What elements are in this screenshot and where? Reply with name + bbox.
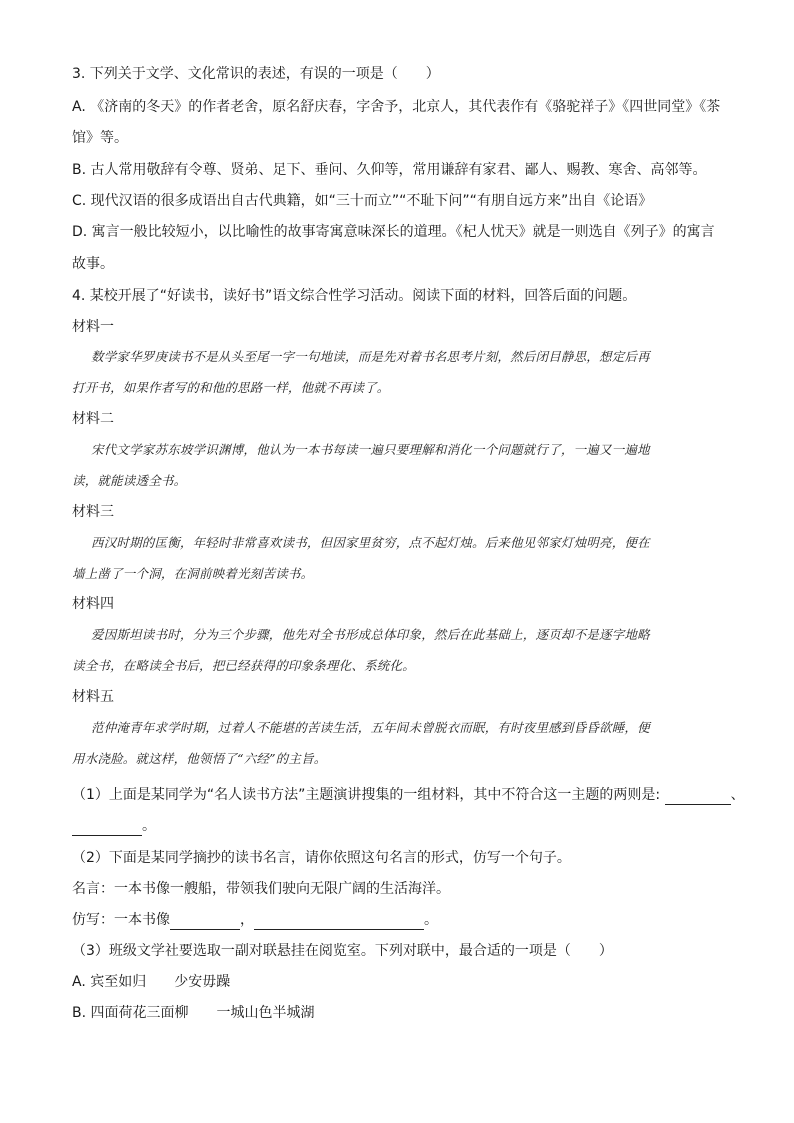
sub-question-1: [72, 785, 745, 805]
material-text: 范仲淹青年求学时期，过着人不能堪的苦读生活，五年间未曾脱衣而眠，有时夜里感到昏昏欲睡，便: [91, 720, 650, 735]
answer-blank[interactable]: [665, 790, 731, 805]
sub-question-3-text: （3）班级文学社要选取一副对联悬挂在阅览室。下列对联中，最合适的一项是（ ）: [72, 943, 613, 959]
material-text: 数学家华罗庚读书不是从头至尾一字一句地读，而是先对着书名思考片刻，然后闭目静思，想定后再: [91, 349, 650, 364]
couplet-option-a: A. 宾至如归 少安毋躁: [72, 974, 231, 990]
q3-option-d-line1: D. 寓言一般比较短小，以比喻性的故事寄寓意味深长的道理。《杞人忧天》就是一则选自《列子》的寓言: [72, 224, 715, 240]
material-text: 读全书，在略读全书后，把已经获得的印象条理化、系统化。: [72, 658, 415, 673]
blank-separator: 、: [730, 787, 745, 803]
answer-blank[interactable]: [170, 915, 240, 930]
imitate-separator: ，: [240, 912, 254, 928]
material-text: 打开书，如果作者写的和他的思路一样，他就不再读了。: [72, 380, 390, 395]
q3-option-a-line2: 馆》等。: [72, 130, 128, 146]
material-text: 爱因斯坦读书时，分为三个步骤，他先对全书形成总体印象，然后在此基础上，逐页却不是逐字地略: [91, 627, 650, 642]
material-text: 宋代文学家苏东坡学识渊博，他认为一本书每读一遍只要理解和消化一个问题就行了，一遍又一遍地: [91, 442, 650, 457]
material-title: 材料二: [72, 411, 114, 427]
q3-option-c: C. 现代汉语的很多成语出自古代典籍，如“三十而立”“不耻下问”“有朋自远方来”出自《论语》: [72, 193, 653, 209]
sub-question-1-cont: [72, 816, 156, 836]
imitate-line: [72, 910, 438, 930]
imitate-end: 。: [424, 912, 438, 928]
couplet-option-b: B. 四面荷花三面柳 一城山色半城湖: [72, 1005, 315, 1021]
material-text: 墙上凿了一个洞，在洞前映着光刻苦读书。: [72, 566, 314, 581]
imitate-prefix: 仿写：一本书像: [72, 912, 170, 928]
material-title: 材料一: [72, 319, 114, 335]
q4-stem: 4. 某校开展了“好读书，读好书”语文综合性学习活动。阅读下面的材料，回答后面的问题。: [72, 288, 637, 304]
sub-question-2-text: （2）下面是某同学摘抄的读书名言，请你依照这句名言的形式，仿写一个句子。: [72, 850, 571, 866]
q3-option-a-line1: A. 《济南的冬天》的作者老舍，原名舒庆春，字舍予，北京人，其代表作有《骆驼祥子》《四世同堂》《茶: [72, 99, 721, 115]
material-title: 材料五: [72, 689, 114, 705]
sub-question-1-text: （1）上面是某同学为“名人读书方法”主题演讲搜集的一组材料，其中不符合这一主题的两则是:: [72, 787, 661, 803]
material-title: 材料四: [72, 596, 114, 612]
blank-end: 。: [142, 818, 156, 834]
answer-blank[interactable]: [72, 821, 142, 836]
q3-option-d-line2: 故事。: [72, 256, 114, 272]
q3-option-b: B. 古人常用敬辞有令尊、贤弟、足下、垂问、久仰等，常用谦辞有家君、鄙人、赐教、寒舍、高邻等。: [72, 162, 707, 178]
material-text: 读，就能读透全书。: [72, 473, 187, 488]
material-text: 用水浇脸。就这样，他领悟了“六经”的主旨。: [72, 751, 327, 766]
material-title: 材料三: [72, 504, 114, 520]
answer-blank[interactable]: [254, 915, 424, 930]
q3-stem: 3. 下列关于文学、文化常识的表述，有误的一项是（ ）: [72, 66, 440, 82]
quote-line: 名言：一本书像一艘船，带领我们驶向无限广阔的生活海洋。: [72, 881, 450, 897]
material-text: 西汉时期的匡衡，年轻时非常喜欢读书，但因家里贫穷，点不起灯烛。后来他见邻家灯烛明亮，便在: [91, 535, 650, 550]
